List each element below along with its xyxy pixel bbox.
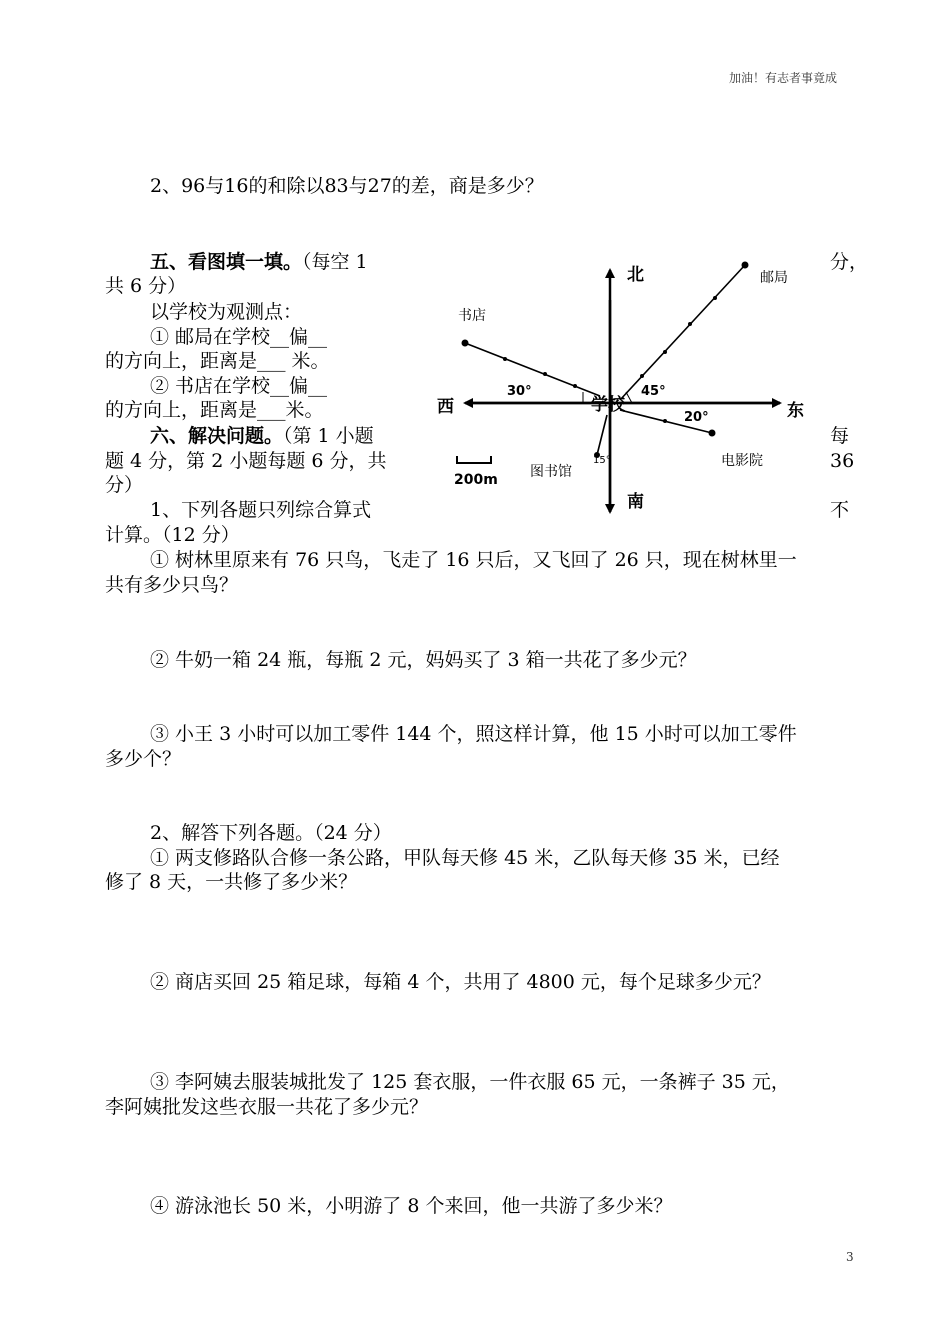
west-angle-label: 30°	[507, 384, 532, 399]
cinema-point	[709, 430, 716, 437]
section6-score: （第 1 小题	[283, 425, 374, 447]
p2-question-3-cont: 李阿姨批发这些衣服一共花了多少元？	[105, 1096, 429, 1118]
north-angle-marker	[626, 392, 632, 403]
p1-question-2: ② 牛奶一箱 24 瓶，每瓶 2 元，妈妈买了 3 箱一共花了多少元？	[150, 649, 697, 671]
bookstore-route	[465, 343, 600, 396]
bookstore-label: 书店	[458, 308, 486, 324]
part1-heading-line2: 计算。（12 分）	[105, 524, 240, 546]
p1-question-1: ① 树林里原来有 76 只鸟，飞走了 16 只后，又飞回了 26 只，现在树林里一	[150, 549, 797, 571]
question-2: 2、96与16的和除以83与27的差，商是多少？	[150, 175, 544, 197]
direction-map	[420, 250, 830, 520]
post-office-point	[742, 262, 749, 269]
section5-item1-a: ① 邮局在学校__偏__	[150, 326, 328, 348]
part2-heading: 2、解答下列各题。（24 分）	[150, 822, 392, 844]
part1-heading: 1、下列各题只列综合算式	[150, 499, 372, 521]
section5-score: （每空 1	[302, 251, 368, 273]
post-office-label: 邮局	[760, 270, 788, 286]
section5-intro: 以学校为观测点：	[150, 301, 303, 323]
east-label: 东	[787, 401, 804, 421]
section6-score-line3: 分）	[105, 474, 144, 496]
section5-heading	[150, 250, 368, 274]
south-label: 南	[627, 492, 644, 512]
scale-bar	[457, 456, 491, 463]
p2-question-2: ② 商店买回 25 箱足球，每箱 4 个，共用了 4800 元，每个足球多少元？	[150, 971, 771, 993]
p1-question-3: ③ 小王 3 小时可以加工零件 144 个，照这样计算，他 15 小时可以加工零件	[150, 723, 797, 745]
library-label: 图书馆	[530, 464, 572, 480]
section6-score-end: 每	[830, 425, 850, 447]
south-angle-label: 15°	[593, 455, 611, 466]
section5-item2-b: 的方向上，距离是___米。	[105, 399, 324, 421]
p2-question-4: ④ 游泳池长 50 米，小明游了 8 个来回，他一共游了多少米？	[150, 1195, 673, 1217]
section5-item2-a: ② 书店在学校__偏__	[150, 375, 328, 397]
p2-question-1: ① 两支修路队合修一条公路，甲队每天修 45 米，乙队每天修 35 米，已经	[150, 847, 780, 869]
section5-item1-b: 的方向上，距离是___ 米。	[105, 350, 330, 372]
section6-title: 六、解决问题。	[150, 425, 284, 447]
p2-question-1-cont: 修了 8 天，一共修了多少米？	[105, 871, 358, 893]
west-label: 西	[437, 397, 454, 417]
library-route	[597, 415, 607, 455]
section5-score-end: 分，	[830, 251, 869, 273]
cinema-route-tick	[663, 419, 667, 423]
bookstore-point	[462, 340, 469, 347]
section6-heading	[150, 424, 374, 448]
part1-heading-end: 不	[830, 499, 850, 521]
page-number: 3	[846, 1250, 854, 1264]
header-motto: 加油！有志者事竟成	[729, 71, 838, 85]
section6-score-line2: 题 4 分，第 2 小题每题 6 分，共	[105, 450, 387, 472]
school-label: 学校	[591, 395, 625, 415]
section5-score-line2: 共 6 分）	[105, 275, 187, 297]
north-label: 北	[627, 265, 644, 285]
cinema-label: 电影院	[721, 453, 763, 469]
north-angle-label: 45°	[641, 384, 666, 399]
section5-title: 五、看图填一填。	[150, 251, 303, 273]
p1-question-1-cont: 共有多少只鸟？	[105, 574, 239, 596]
section6-score-line2-end: 36	[830, 450, 855, 472]
scale-label: 200m	[454, 472, 498, 488]
p1-question-3-cont: 多少个？	[105, 748, 182, 770]
post-office-route	[620, 265, 745, 400]
east-angle-label: 20°	[684, 410, 709, 425]
p2-question-3: ③ 李阿姨去服装城批发了 125 套衣服，一件衣服 65 元，一条裤子 35 元，	[150, 1071, 790, 1093]
